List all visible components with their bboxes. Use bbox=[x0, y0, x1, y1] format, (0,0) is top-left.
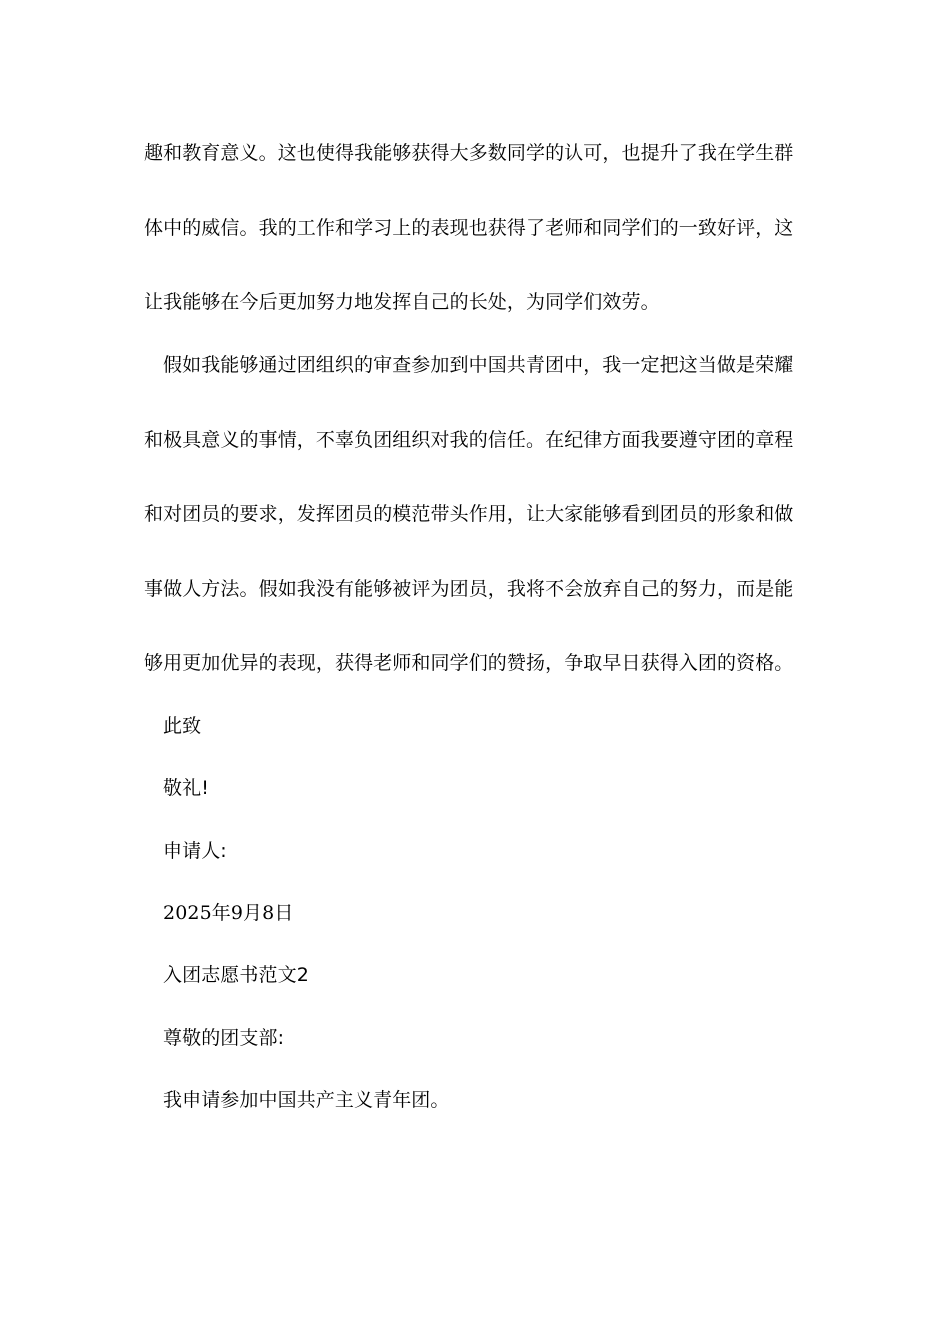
paragraph2-line-4: 事做人方法。假如我没有能够被评为团员，我将不会放弃自己的努力，而是能 bbox=[144, 578, 794, 600]
section-title: 入团志愿书范文2 bbox=[163, 964, 309, 986]
applicant-label: 申请人: bbox=[163, 840, 227, 862]
section-greeting: 尊敬的团支部: bbox=[163, 1027, 285, 1049]
application-date: 2025年9月8日 bbox=[163, 902, 294, 924]
closing-salutation: 此致 bbox=[163, 715, 202, 737]
paragraph2-line-1: 假如我能够通过团组织的审查参加到中国共青团中，我一定把这当做是荣耀 bbox=[163, 354, 794, 376]
closing-regards: 敬礼! bbox=[163, 777, 209, 799]
paragraph1-line-3: 让我能够在今后更加努力地发挥自己的长处，为同学们效劳。 bbox=[144, 291, 660, 313]
paragraph2-line-3: 和对团员的要求，发挥团员的模范带头作用，让大家能够看到团员的形象和做 bbox=[144, 503, 794, 525]
section-first-line: 我申请参加中国共产主义青年团。 bbox=[163, 1089, 450, 1111]
paragraph2-line-2: 和极具意义的事情，不辜负团组织对我的信任。在纪律方面我要遵守团的章程 bbox=[144, 429, 794, 451]
paragraph1-line-2: 体中的威信。我的工作和学习上的表现也获得了老师和同学们的一致好评，这 bbox=[144, 217, 794, 239]
paragraph1-line-1: 趣和教育意义。这也使得我能够获得大多数同学的认可，也提升了我在学生群 bbox=[144, 142, 794, 164]
paragraph2-line-5: 够用更加优异的表现，获得老师和同学们的赞扬，争取早日获得入团的资格。 bbox=[144, 652, 794, 674]
